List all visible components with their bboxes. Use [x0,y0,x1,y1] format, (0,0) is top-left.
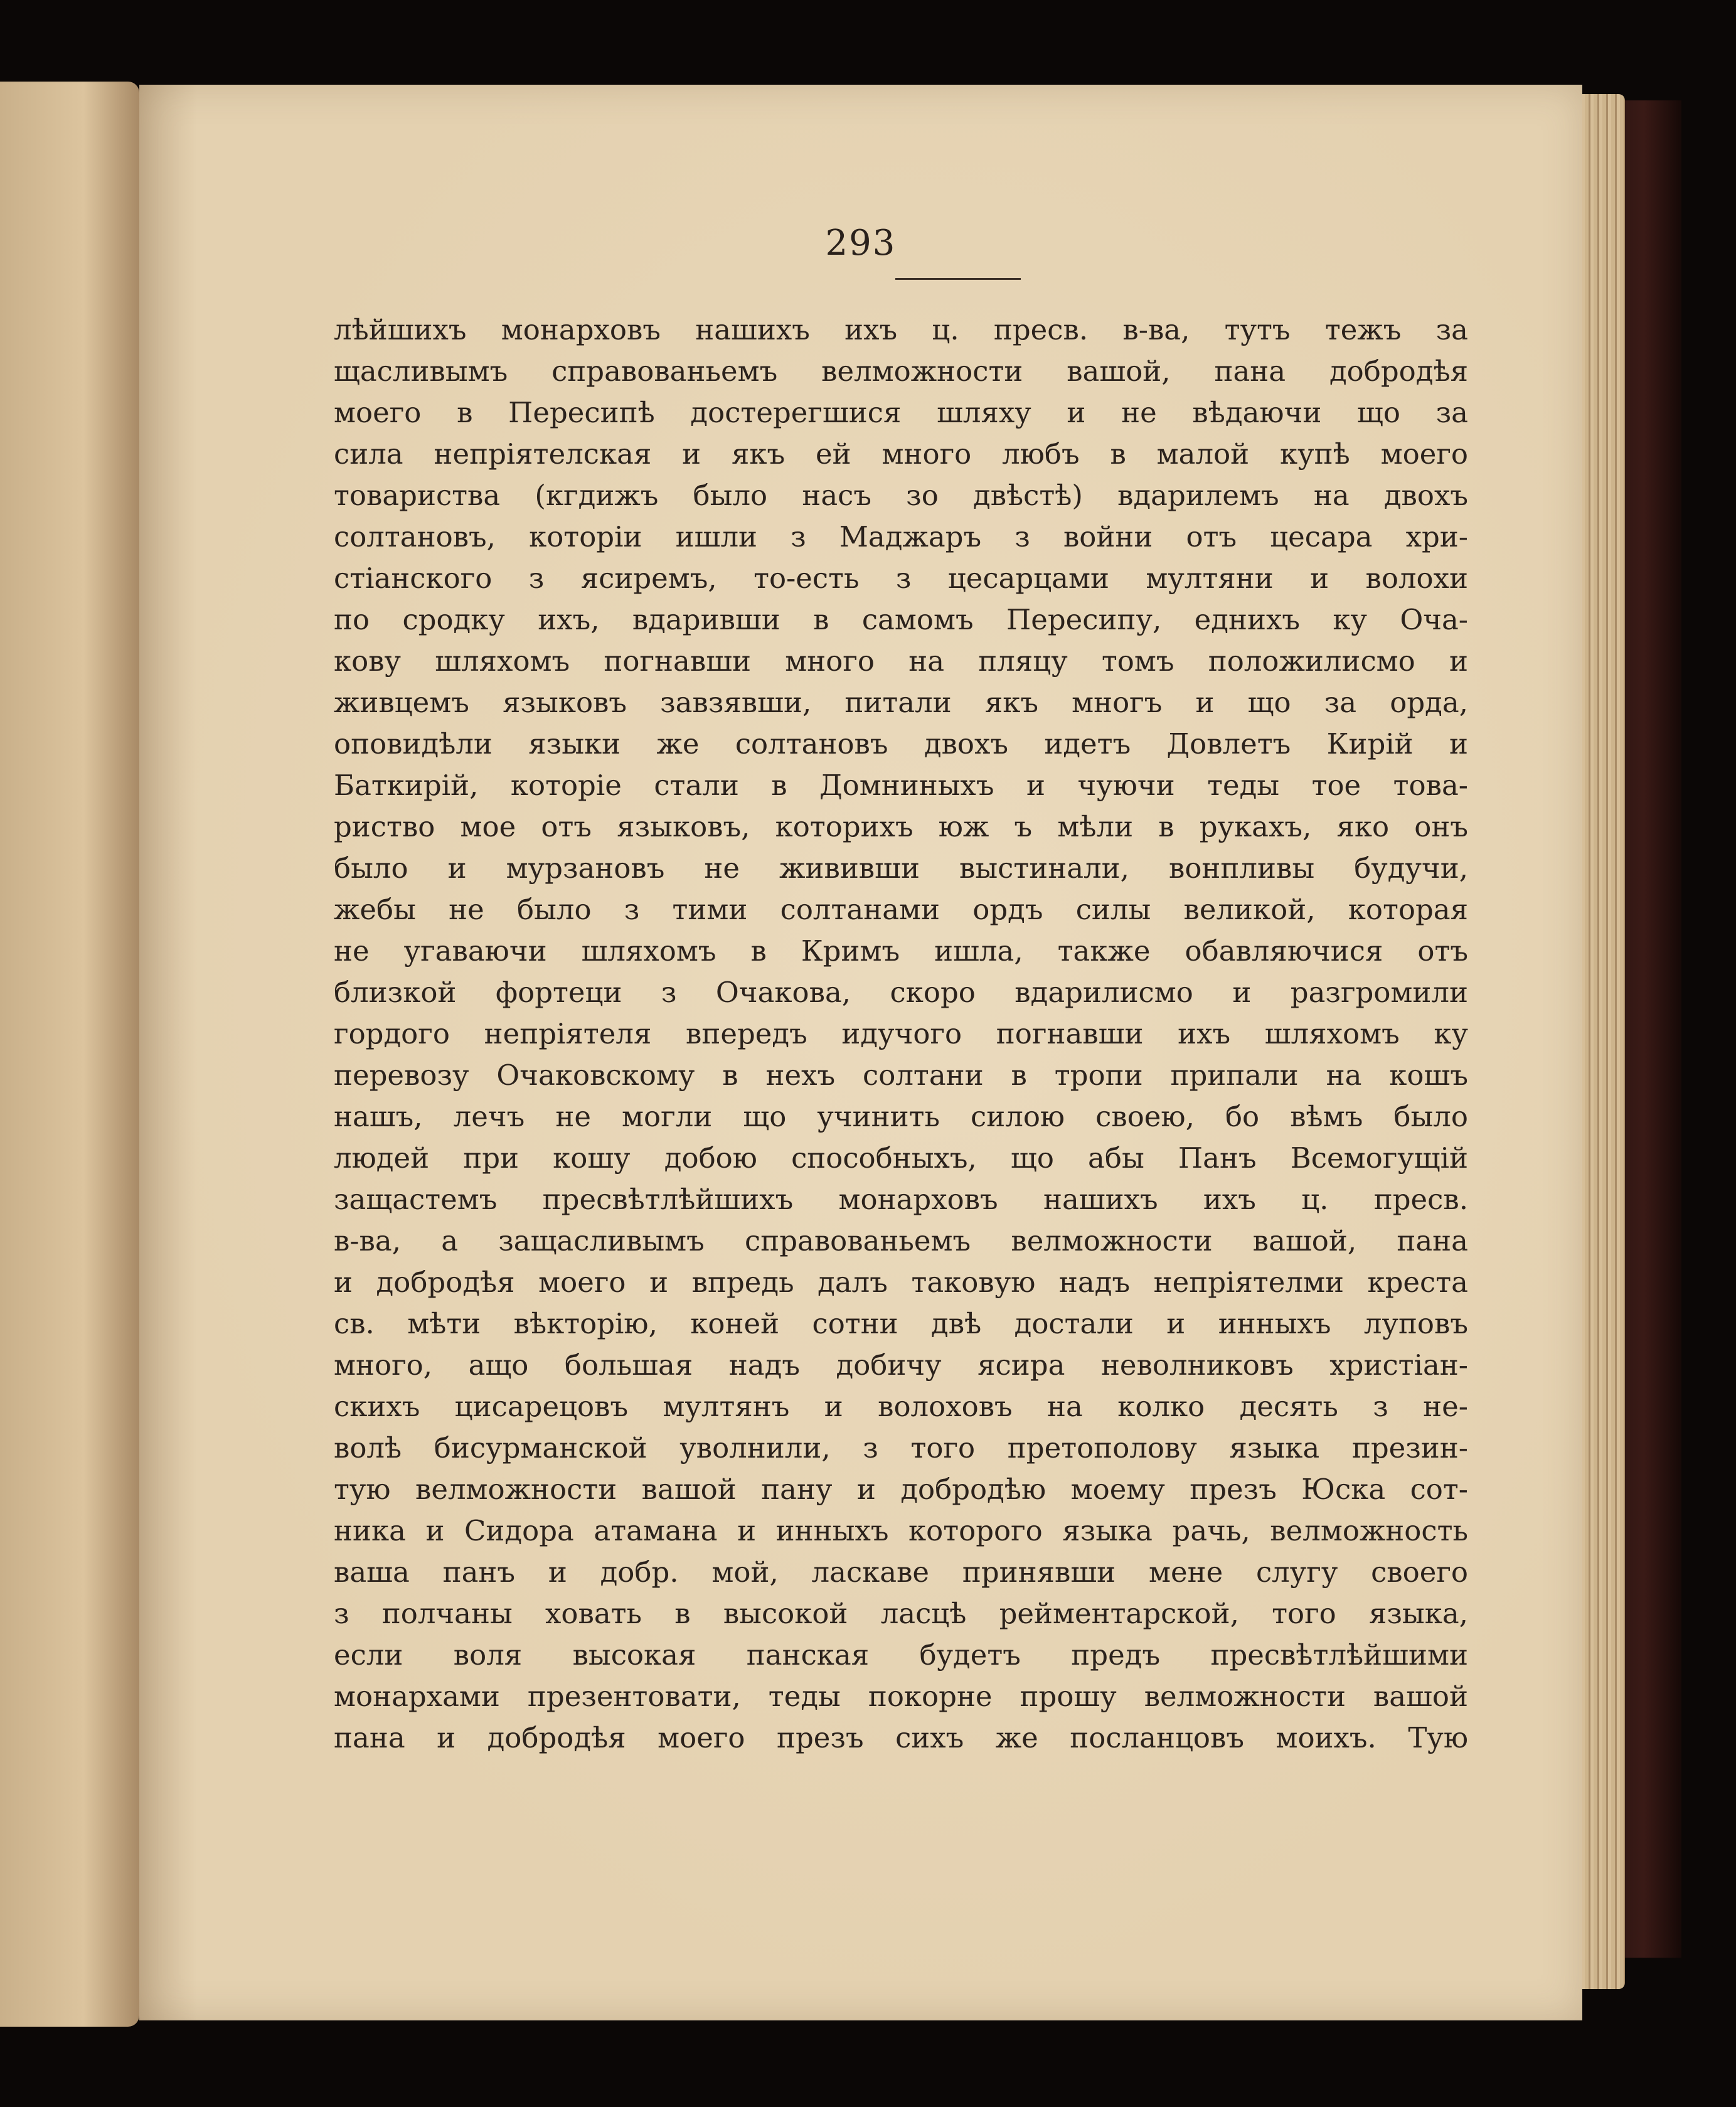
text-line: жебы не было з тими солтанами ордъ силы великой, которая [334,893,1468,926]
body-text [334,309,1468,1759]
text-line: нашъ, лечъ не могли що учинить силою своею, бо вѣмъ было [334,1100,1468,1133]
text-line: риство мое отъ языковъ, которихъ юж ъ мѣли в рукахъ, яко онъ [334,810,1468,843]
text-line: солтановъ, которіи ишли з Маджаръ з войни отъ цесара хри- [334,520,1468,553]
text-line: живцемъ языковъ завзявши, питали якъ многъ и що за орда, [334,686,1468,719]
text-line: перевозу Очаковскому в нехъ солтани в тропи припали на кошъ [334,1059,1468,1092]
text-line: св. мѣти вѣкторію, коней сотни двѣ достали и инныхъ луповъ [334,1307,1468,1340]
book-page [139,85,1582,2020]
text-line: щасливымъ справованьемъ велможности вашой, пана добродѣя [334,355,1468,388]
text-line: моего в Пересипѣ достерегшися шляху и не вѣдаючи що за [334,396,1468,429]
text-line: в-ва, а защасливымъ справованьемъ велможности вашой, пана [334,1224,1468,1257]
left-page-edge [0,82,139,2027]
text-line: товариства (кгдижъ было насъ зо двѣстѣ) вдарилемъ на двохъ [334,479,1468,512]
text-line: пана и добродѣя моего презъ сихъ же посланцовъ моихъ. Тую [334,1721,1468,1754]
text-line: много, ащо большая надъ добичу ясира неволниковъ христіан- [334,1348,1468,1382]
text-line: защастемъ пресвѣтлѣйшихъ монарховъ нашихъ ихъ ц. пресв. [334,1183,1468,1216]
text-line: по сродку ихъ, вдаривши в самомъ Пересипу, едниxъ ку Оча- [334,603,1468,636]
page-number-rule [895,278,1021,280]
text-line: близкой фортеци з Очакова, скоро вдарилисмо и разгромили [334,976,1468,1009]
text-line: ника и Сидора атамана и инныхъ которого языка рачь, велможность [334,1514,1468,1547]
text-line: скихъ цисарецовъ мултянъ и волоховъ на колко десять з не- [334,1390,1468,1423]
text-line: было и мурзановъ не жививши выстинали, вонпливы будучи, [334,851,1468,885]
text-line: лѣйшихъ монарховъ нашихъ ихъ ц. пресв. в-ва, тутъ тежъ за [334,313,1468,346]
text-line: сила непріятелская и якъ ей много любъ в малой купѣ моего [334,437,1468,471]
text-line: людей при кошу добою способныхъ, що абы Панъ Всемогущій [334,1141,1468,1175]
text-line: если воля высокая панская будетъ предъ пресвѣтлѣйшими [334,1638,1468,1672]
text-line: не угаваючи шляхомъ в Кримъ ишла, также обавляючися отъ [334,934,1468,968]
text-line: волѣ бисурманской уволнили, з того претополову языка презин- [334,1431,1468,1464]
text-line: ваша панъ и добр. мой, ласкаве принявши мене слугу своего [334,1555,1468,1589]
page-number: 293 [825,223,897,264]
text-line: монархами презентовати, теды покорне прошу велможности вашой [334,1680,1468,1713]
text-line: и добродѣя моего и впредь далъ таковую надъ непріятелми креста [334,1266,1468,1299]
text-line: оповидѣли языки же солтановъ двохъ идетъ Довлетъ Кирій и [334,727,1468,760]
text-line: тую велможности вашой пану и добродѣю моему презъ Юска сот- [334,1473,1468,1506]
text-line: з полчаны ховать в высокой ласцѣ рейментарской, того языка, [334,1597,1468,1630]
text-line: кову шляхомъ погнавши много на пляцу томъ положилисмо и [334,644,1468,678]
text-line: Баткирій, которіе стали в Домниныхъ и чуючи теды тое това- [334,769,1468,802]
text-line: стіанского з ясиремъ, то-есть з цесарцами мултяни и волохи [334,562,1468,595]
text-line: гордого непріятеля впередъ идучого погнавши ихъ шляхомъ ку [334,1017,1468,1050]
